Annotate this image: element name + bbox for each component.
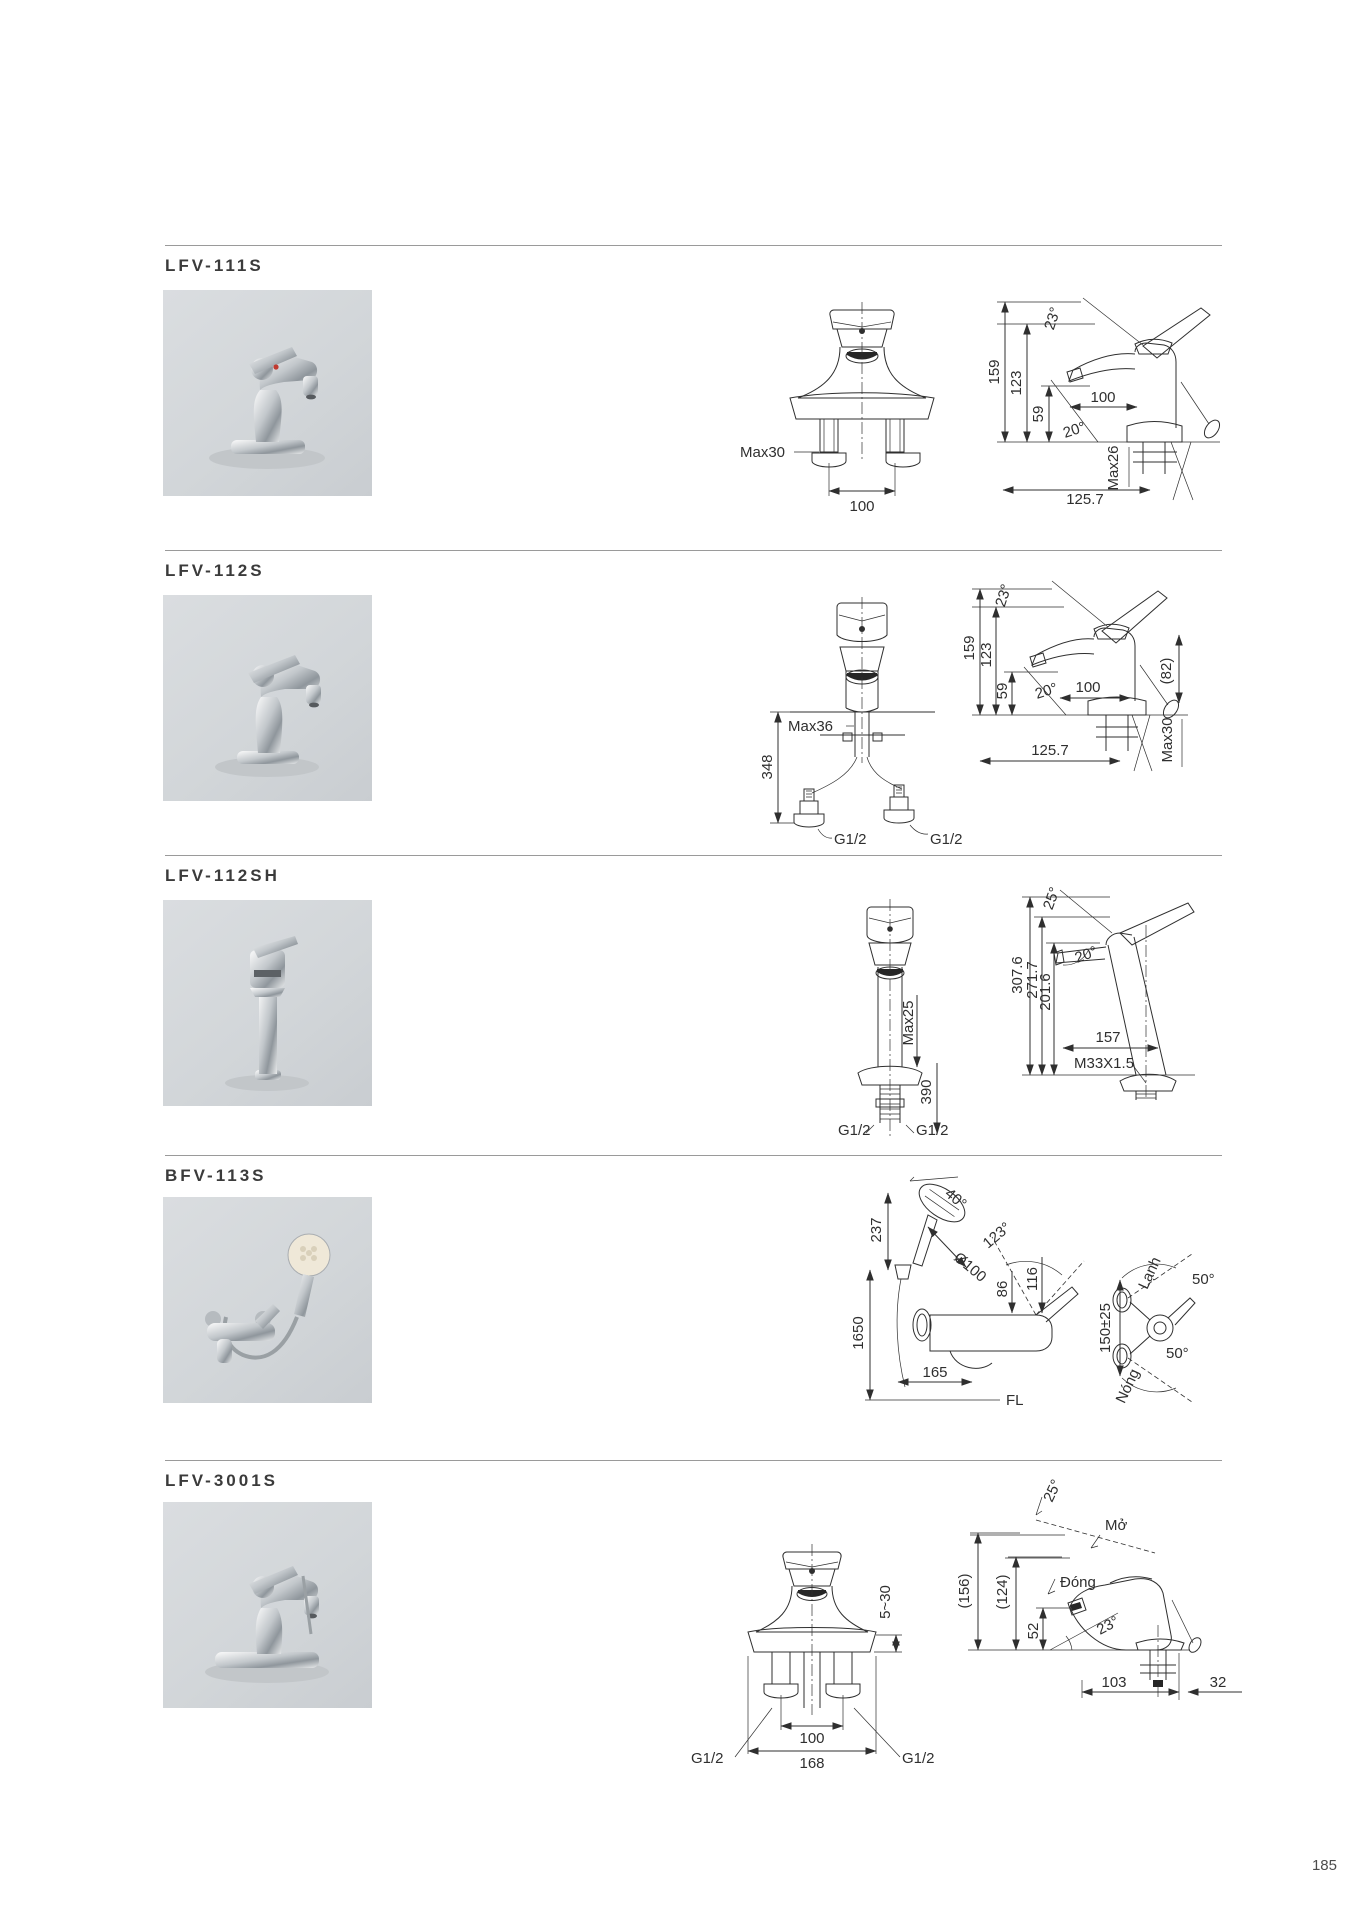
section-divider-2: [165, 550, 1222, 551]
dim-hole-pitch: 100: [849, 498, 875, 515]
section-divider-4: [165, 1155, 1222, 1156]
dim-aerator-height: 59: [1030, 405, 1047, 423]
page-number: 185: [1311, 1857, 1337, 1874]
dim-spout-angle: 23°: [1093, 1612, 1122, 1639]
dim-spout-angle: 20°: [1060, 418, 1088, 442]
dim-spout-height: 123: [978, 642, 995, 668]
dim-inlet-left: G1/2: [838, 1122, 871, 1139]
dim-inlet-left: G1/2: [834, 831, 867, 848]
angle-valve-right: [884, 785, 914, 823]
dim-handle-reach: (82): [1158, 657, 1175, 685]
product-photo-image: [163, 1197, 372, 1403]
section-divider-5: [165, 1460, 1222, 1461]
front-dimensions: [838, 995, 949, 1139]
lfv-111s-front-drawing: [740, 300, 980, 515]
dim-mid-height: 201.6: [1037, 973, 1054, 1011]
lfv-112sh-side-drawing: [960, 885, 1205, 1100]
dim-base-width: 168: [799, 1755, 825, 1772]
dim-angle-bottom: 50°: [1166, 1345, 1189, 1362]
dim-total-height: 307.6: [1009, 956, 1026, 994]
dim-b: 116: [1024, 1267, 1041, 1291]
dim-spout-angle: 20°: [1032, 679, 1060, 703]
dim-head-dia: Ø100: [950, 1249, 990, 1286]
dim-hole-pitch: 100: [799, 1730, 825, 1747]
bfv-113s-connection-drawing: [1080, 1240, 1255, 1415]
front-dimensions: [740, 444, 895, 515]
lfv-111s-side-drawing: [985, 290, 1230, 508]
product-photo-lfv-112s: [163, 595, 372, 801]
dim-height: 1650: [850, 1316, 867, 1350]
faucet-side-outline: [1068, 1577, 1203, 1700]
front-dimensions: [759, 712, 963, 848]
floor-label: FL: [1006, 1392, 1024, 1409]
product-photo-lfv-111s: [163, 290, 372, 496]
dim-angle-top: 50°: [1192, 1271, 1215, 1288]
dim-open-angle: 25°: [1040, 1476, 1066, 1505]
dim-deck-max: Max30: [1159, 717, 1176, 763]
lfv-112s-front-drawing: [760, 595, 990, 850]
front-dimensions: [691, 1585, 935, 1772]
side-dimensions: [1009, 885, 1195, 1083]
side-dimensions: [986, 298, 1220, 508]
dim-total-height: 159: [986, 359, 1003, 385]
product-photo-lfv-3001s: [163, 1502, 372, 1708]
dim-inlet-left: G1/2: [691, 1750, 724, 1767]
product-photo-bfv-113s: [163, 1197, 372, 1403]
product-photo-image: [163, 900, 372, 1106]
shower-dimensions: [850, 1185, 1042, 1409]
dim-back-offset: 32: [1209, 1674, 1227, 1691]
open-label: Mở: [1105, 1517, 1128, 1534]
model-title-lfv-112s: LFV-112S: [165, 561, 265, 580]
dim-deck-max: Max26: [1105, 445, 1122, 491]
dim-inlet-right: G1/2: [930, 831, 963, 848]
model-title-bfv-113s: BFV-113S: [165, 1166, 267, 1185]
dim-spout-height: 271.7: [1024, 961, 1041, 999]
bfv-113s-shower-drawing: [840, 1175, 1105, 1415]
product-photo-image: [163, 290, 372, 496]
faucet-front-outline: [748, 1544, 876, 1715]
angle-valve-left: [794, 789, 824, 827]
lfv-112s-side-drawing: [960, 575, 1195, 775]
model-title-lfv-112sh: LFV-112SH: [165, 866, 280, 885]
side-dimensions: [956, 1477, 1242, 1700]
dim-reach: 165: [922, 1364, 948, 1381]
dim-total-height: (156): [956, 1573, 973, 1609]
dim-handle-angle: 123°: [979, 1219, 1015, 1253]
dim-max25: Max25: [900, 1000, 917, 1046]
dim-head-angle: 40°: [941, 1185, 970, 1213]
cold-label: Lạnh: [1135, 1254, 1165, 1292]
close-label: Đóng: [1060, 1574, 1096, 1591]
dim-total-reach: 125.7: [1066, 491, 1104, 508]
dim-spout-reach: 100: [1075, 679, 1101, 696]
dim-range: 150±25: [1097, 1303, 1114, 1353]
dim-total-reach: 125.7: [1031, 742, 1069, 759]
dim-hose-length: 348: [759, 754, 776, 780]
section-divider-1: [165, 245, 1222, 246]
dim-inlet-right: G1/2: [902, 1750, 935, 1767]
dim-max36: Max36: [788, 718, 834, 735]
lfv-3001s-side-drawing: [950, 1476, 1255, 1710]
dim-spout-angle: 20°: [1072, 943, 1100, 967]
dim-spout-reach: 100: [1090, 389, 1116, 406]
dim-total-height: 159: [961, 635, 978, 661]
dim-spout-reach: 157: [1095, 1029, 1121, 1046]
dim-thread: M33X1.5: [1074, 1055, 1135, 1072]
dim-handle-height: (124): [994, 1574, 1011, 1610]
lfv-3001s-front-drawing: [640, 1540, 960, 1780]
dim-handle-angle: 23°: [1041, 305, 1065, 333]
dim-a: 86: [994, 1280, 1011, 1298]
dim-inlet-right: G1/2: [916, 1122, 949, 1139]
dim-reach: 103: [1101, 1674, 1127, 1691]
hot-label: Nóng: [1112, 1366, 1144, 1406]
section-divider-3: [165, 855, 1222, 856]
connection-dimensions: [1097, 1254, 1215, 1406]
product-photo-image: [163, 1502, 372, 1708]
mixer-outline: [913, 1237, 1084, 1368]
dim-max30: Max30: [740, 444, 786, 461]
dim-aerator-height: 59: [994, 682, 1011, 700]
dim-head-length: 237: [868, 1217, 885, 1243]
product-photo-lfv-112sh: [163, 900, 372, 1106]
product-photo-image: [163, 595, 372, 801]
faucet-front-outline: [790, 302, 934, 467]
faucet-front-outline: [790, 597, 935, 827]
dim-spout-height: 123: [1008, 370, 1025, 396]
model-title-lfv-3001s: LFV-3001S: [165, 1471, 278, 1490]
model-title-lfv-111s: LFV-111S: [165, 256, 264, 275]
dim-spout-height: 52: [1025, 1622, 1042, 1640]
dim-hose-length: 390: [918, 1079, 935, 1105]
dim-handle-angle: 23°: [992, 582, 1016, 610]
dim-deck-range: 5~30: [877, 1585, 894, 1619]
dim-handle-angle: 25°: [1039, 884, 1064, 913]
